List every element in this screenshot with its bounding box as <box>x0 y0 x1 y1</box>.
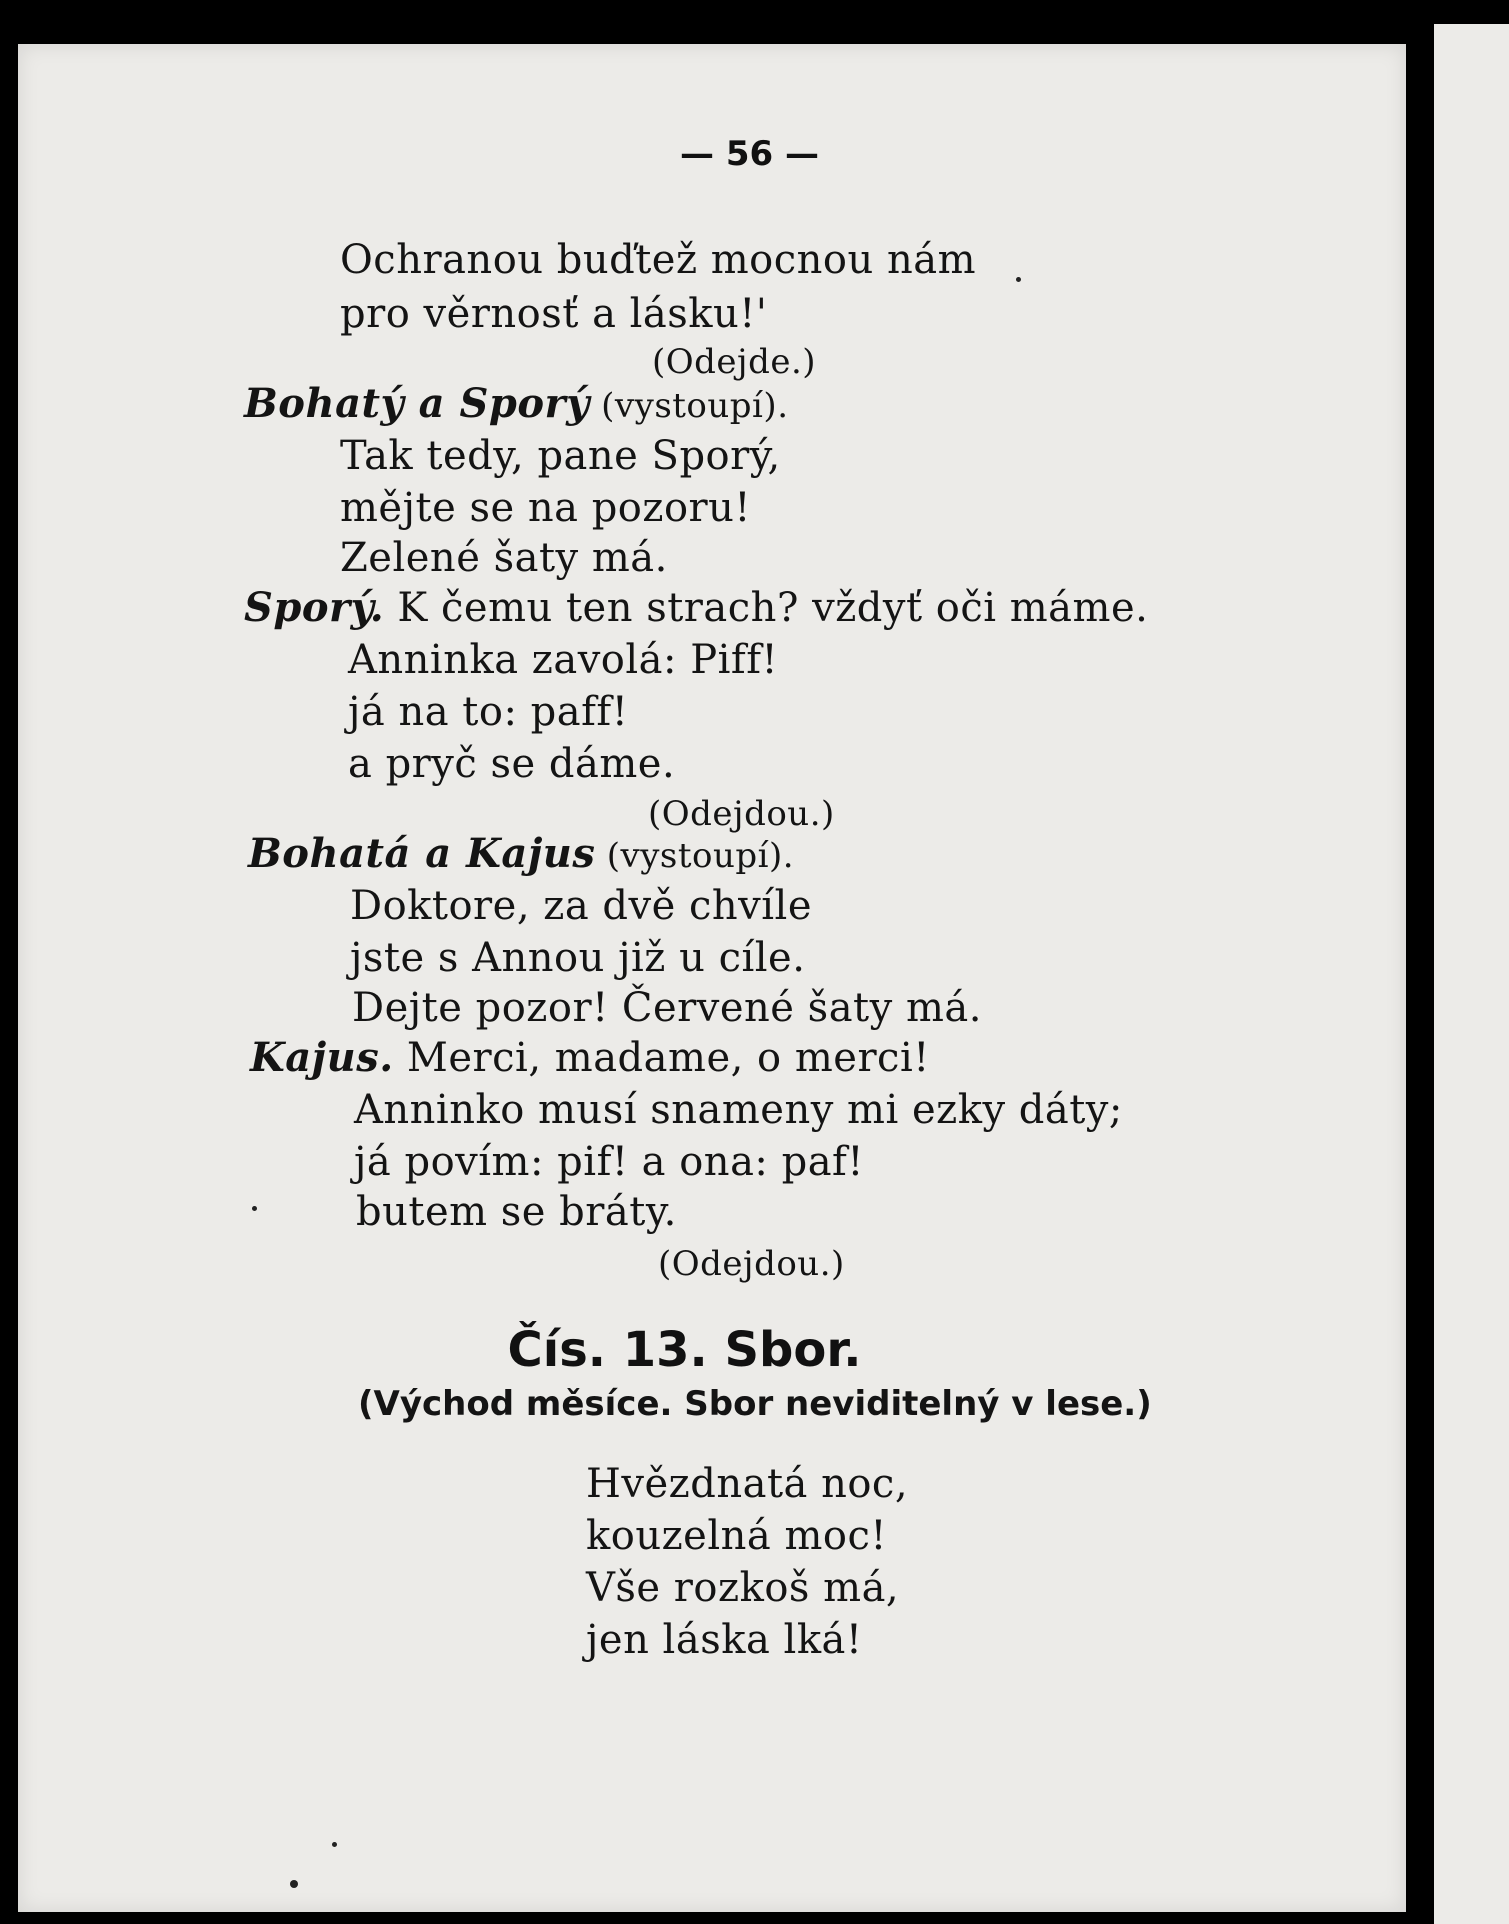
stage-direction: (Odejdou.) <box>658 1244 845 1284</box>
text-line: a pryč se dáme. <box>348 741 676 787</box>
speaker-name: Bohatý a Sporý <box>244 380 590 427</box>
speaker-line: Bohatý a Sporý (vystoupí). <box>244 380 789 427</box>
speaker-line: Sporý. K čemu ten strach? vždyť oči máme. <box>244 584 1149 631</box>
speaker-name: Sporý. <box>244 584 385 631</box>
text-line: Anninko musí snameny mi ezky dáty; <box>354 1087 1123 1133</box>
speaker-name: Kajus. <box>250 1034 394 1081</box>
next-page-edge <box>1434 24 1509 1924</box>
speaker-line: Kajus. Merci, madame, o merci! <box>250 1034 930 1081</box>
verse-line: Vše rozkoš má, <box>586 1565 900 1611</box>
text-line: mějte se na pozoru! <box>340 485 752 531</box>
scan-speck <box>290 1880 298 1888</box>
text-line: Doktore, za dvě chvíle <box>350 883 813 929</box>
text-line: Zelené šaty má. <box>340 535 668 581</box>
speaker-line: Bohatá a Kajus (vystoupí). <box>248 830 795 877</box>
stage-direction: (Odejdou.) <box>648 794 835 834</box>
text-line: já povím: pif! a ona: paf! <box>354 1139 864 1185</box>
scan-speck <box>332 1842 337 1847</box>
scan-speck <box>252 1206 257 1211</box>
verse-line: jen láska lká! <box>586 1617 863 1663</box>
text-line: Tak tedy, pane Sporý, <box>340 433 781 479</box>
text-line: Anninka zavolá: Piff! <box>348 637 779 683</box>
speaker-name: Bohatá a Kajus <box>248 830 596 877</box>
text-line: já na to: paff! <box>348 689 629 735</box>
text-line: Dejte pozor! Červené šaty má. <box>352 985 982 1031</box>
verse-line: Hvězdnatá noc, <box>586 1461 909 1507</box>
section-subtitle: (Východ měsíce. Sbor neviditelný v lese.) <box>358 1384 1152 1424</box>
stage-direction: (Odejde.) <box>652 342 817 382</box>
text-line: butem se bráty. <box>356 1189 677 1235</box>
section-heading: Čís. 13. Sbor. <box>507 1322 862 1378</box>
verse-line: kouzelná moc! <box>586 1513 887 1559</box>
text-line: Ochranou buďtež mocnou nám <box>340 237 977 283</box>
page-number: — 56 — <box>680 134 819 174</box>
text-line: jste s Annou již u cíle. <box>350 935 806 981</box>
scan-speck <box>1016 277 1021 282</box>
text-line: pro věrnosť a lásku!' <box>340 291 768 337</box>
